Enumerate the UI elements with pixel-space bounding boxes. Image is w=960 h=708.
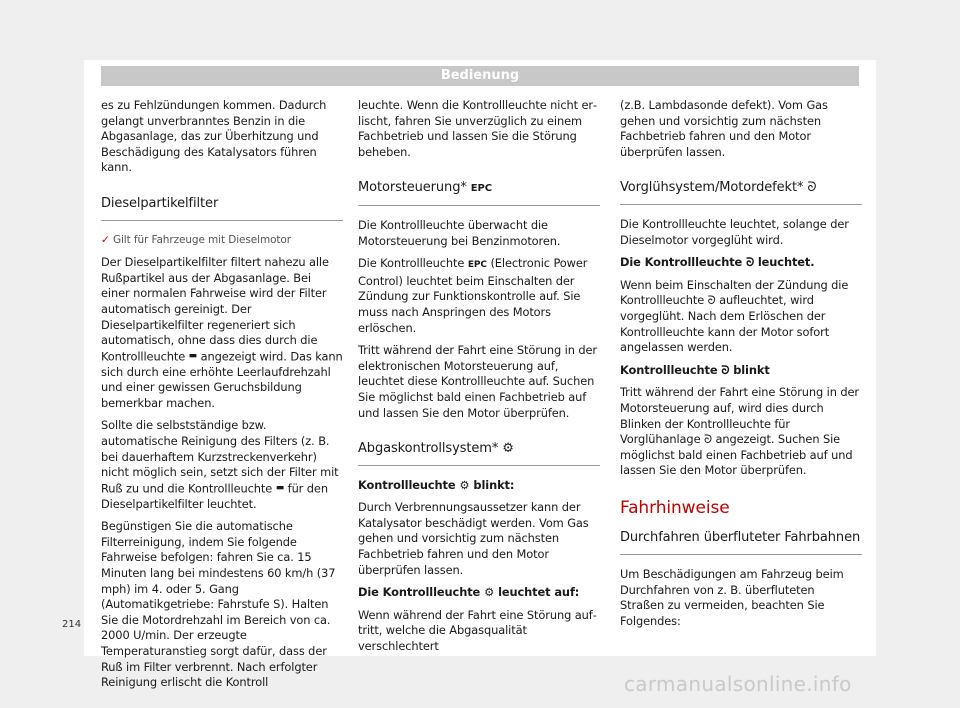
subheading: Die Kontrollleuchte ⚙ leuchtet auf: xyxy=(358,585,580,600)
paragraph: Durch Verbrennungsaussetzer kann der Katalysator beschädigt werden. Vom Gas gehen und vorsichtig zum nächsten Fachbetrieb fahren und den Motor überprüfen lassen. xyxy=(358,500,589,577)
paragraph: Der Dieselpartikelfilter filtert nahezu alle Rußpartikel aus der Abgasanlage. Bei einer normalen Fahrweise wird der Filter automatisch gereinigt. Der Dieselpartikelfilter regeneriert sich automatisch, ohne dass dies durch die Kontrollleuchte ▬ angezeigt wird. Das kann sich durch eine erhöhte Leerlaufdrehzahl und einer gewissen Geruchsbildung bemerkbar machen. xyxy=(101,255,343,410)
column-3 xyxy=(620,98,862,636)
exhaust-control-icon: ⚙ xyxy=(484,585,495,600)
paragraph: Sollte die selbstständige bzw. automatische Reinigung des Filters (z. B. bei dauerhaftem Kurzstreckenverkehr) nicht möglich sein, setzt sich der Filter mit Ruß zu und die Kontrollleuchte ▬ für den Dieselpartikelfilter leuchtet. xyxy=(101,418,339,511)
column-2 xyxy=(358,98,600,662)
section-title: Durchfahren überfluteter Fahrbahnen xyxy=(620,530,862,555)
chapter-title: Fahrhinweise xyxy=(620,497,730,518)
subheading: Die Kontrollleuchte ᘐ leuchtet. xyxy=(620,255,815,270)
section-title: Abgaskontrollsystem* ⚙ xyxy=(358,441,600,466)
page-header: Bedienung xyxy=(101,66,859,86)
section-title: Dieselpartikelfilter xyxy=(101,196,343,221)
epc-icon: EPC xyxy=(467,260,487,271)
paragraph: Wenn während der Fahrt eine Störung auftritt, welche die Abgasqualität verschlechtert xyxy=(358,607,597,654)
glow-plug-icon: ᘐ xyxy=(807,180,817,196)
watermark: carmanualsonline.info xyxy=(624,672,852,696)
column-1 xyxy=(101,98,343,698)
glow-plug-icon: ᘐ xyxy=(721,362,730,377)
paragraph: Die Kontrollleuchte leuchtet, solange der Dieselmotor vorgeglüht wird. xyxy=(620,216,849,247)
glow-plug-icon: ᘐ xyxy=(704,432,712,447)
page-number: 214 xyxy=(62,619,82,630)
paragraph: Begünstigen Sie die automatische Filterreinigung, indem Sie folgende Fahrweise befolgen: fahren Sie ca. 15 Minuten lang bei mindestens 60 km/h (37 mph) im 4. oder 5. Gang (Automatikgetriebe: Fahrstufe S). Halten Sie die Motordrehzahl im Bereich von ca. 2000 U/min. Der erzeugte Temperaturanstieg sorgt dafür, dass der Ruß im Filter verbrennt. Nach erfolgter Reinigung erlischt die Kontroll xyxy=(101,519,336,690)
section-abgaskontrollsystem xyxy=(358,441,600,466)
epc-icon: EPC xyxy=(470,183,492,195)
subheading: Kontrollleuchte ⚙ blinkt: xyxy=(358,477,515,492)
glow-plug-icon: ᘐ xyxy=(746,255,754,270)
section-durchfahren xyxy=(620,530,862,555)
paragraph: Tritt während der Fahrt eine Störung in der elektronischen Motorsteuerung auf, leuchtet diese Kontrollleuchte auf. Suchen Sie möglichst bald einen Fachbetrieb auf und lassen Sie den Motor überprüfen. xyxy=(358,343,598,420)
dpf-warning-icon: ▬ xyxy=(275,482,285,493)
exhaust-control-icon: ⚙ xyxy=(459,477,470,492)
paragraph: es zu Fehlzündungen kommen. Dadurch gelangt unverbranntes Benzin in die Abgasanlage, das zur Überhitzung und Beschädigung des Katalysators führen kann. xyxy=(101,98,327,175)
section-dieselpartikelfilter xyxy=(101,196,343,221)
paragraph: Die Kontrollleuchte überwacht die Motorsteuerung bei Benzinmotoren. xyxy=(358,217,561,248)
subheading: Kontrollleuchte ᘐ blinkt xyxy=(620,362,770,377)
paragraph: Wenn beim Einschalten der Zündung die Kontrollleuchte ᘐ aufleuchtet, wird vorgeglüht. Nach dem Erlöschen der Kontrollleuchte kann der Motor sofort angelassen werden. xyxy=(620,277,849,355)
paragraph: Tritt während der Fahrt eine Störung in der Motorsteuerung auf, wird dies durch Blinken der Kontrollleuchte für Vorglühanlage ᘐ angezeigt. Suchen Sie möglichst bald einen Fachbetrieb auf und lassen Sie den Motor überprüfen. xyxy=(620,385,860,478)
paragraph: leuchte. Wenn die Kontrollleuchte nicht erlischt, fahren Sie unverzüglich zu einem Fachbetrieb und lassen Sie die Störung beheben. xyxy=(358,98,598,159)
section-vorgluehsystem xyxy=(620,180,862,205)
paragraph: Die Kontrollleuchte EPC (Electronic Power Control) leuchtet beim Einschalten der Zündung zur Funktionskontrolle auf. Sie muss nach Anspringen des Motors erlöschen. xyxy=(358,256,588,335)
section-title: Motorsteuerung* EPC xyxy=(358,180,600,206)
glow-plug-icon: ᘐ xyxy=(707,293,716,308)
paragraph: (z.B. Lambdasonde defekt). Vom Gas gehen und vorsichtig zum nächsten Fachbetrieb fahren und den Motor überprüfen lassen. xyxy=(620,98,828,159)
paragraph: Um Beschädigungen am Fahrzeug beim Durchfahren von z. B. überfluteten Straßen zu vermeiden, beachten Sie Folgendes: xyxy=(620,567,844,628)
section-title: Vorglühsystem/Motordefekt* ᘐ xyxy=(620,180,862,205)
check-mark-icon: ✓ xyxy=(101,233,110,246)
dpf-warning-icon: ▬ xyxy=(188,350,198,361)
applicability-note: ✓ Gilt für Fahrzeuge mit Dieselmotor xyxy=(101,233,291,246)
exhaust-control-icon: ⚙ xyxy=(502,441,514,457)
section-motorsteuerung xyxy=(358,180,600,206)
